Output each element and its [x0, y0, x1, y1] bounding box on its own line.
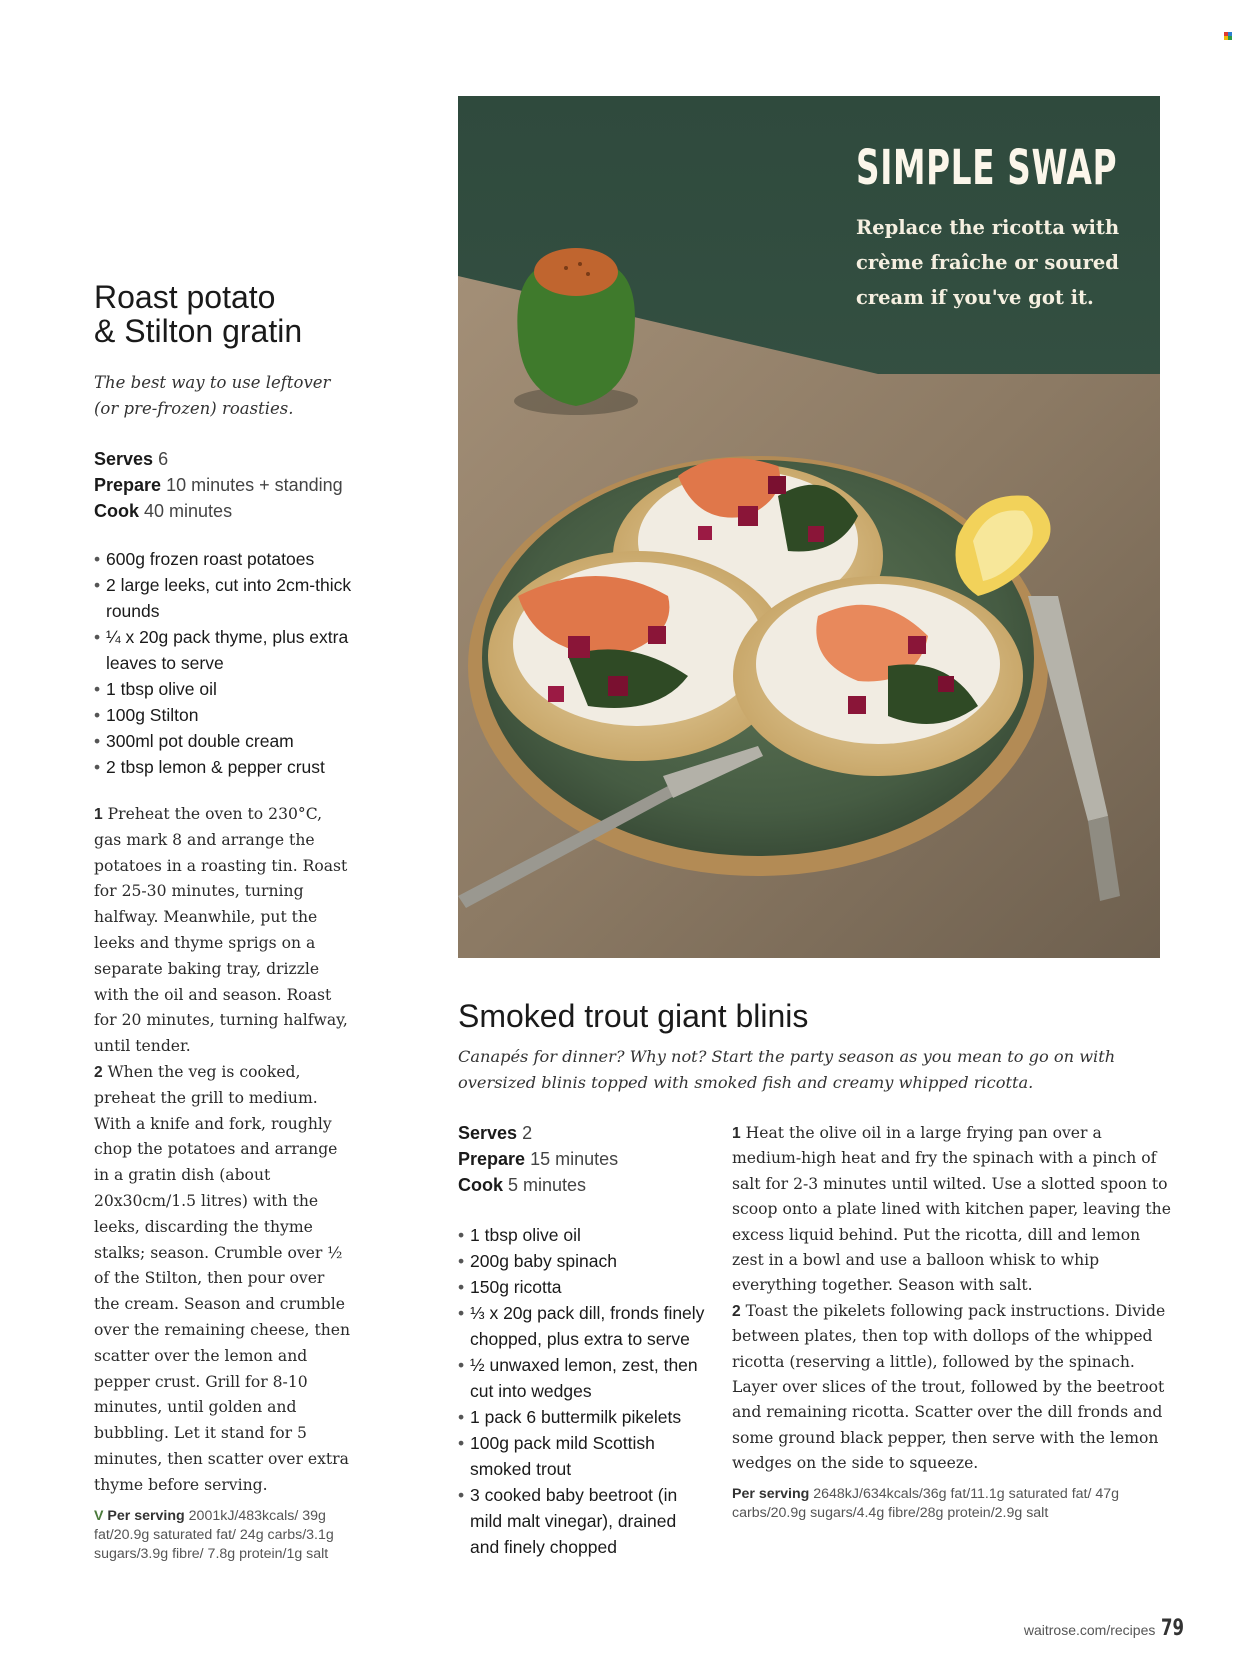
cook-label: Cook	[94, 501, 139, 521]
ingredient-item: • 300ml pot double cream	[94, 728, 354, 754]
serves-label: Serves	[458, 1123, 518, 1143]
step-number: 2	[732, 1302, 741, 1320]
page-footer	[1024, 1616, 1192, 1641]
ingredient-item: • 1 tbsp olive oil	[458, 1222, 708, 1248]
blinis-details	[458, 1120, 708, 1560]
page-number: 79	[1161, 1616, 1185, 1641]
footer-url[interactable]: waitrose.com/recipes	[1023, 1622, 1156, 1638]
nutrition-values: 2648kJ/634kcals/36g fat/11.1g saturated fat/ 47g carbs/20.9g sugars/4.4g fibre/28g protein/2.9g salt	[732, 1485, 1120, 1521]
gratin-title	[94, 280, 354, 348]
simple-swap-text: Replace the ricotta with crème fraîche or soured cream if you've got it.	[856, 216, 1120, 309]
serves-value: 6	[158, 449, 169, 469]
ingredient-item: • 100g Stilton	[94, 702, 354, 728]
ingredient-item: • 600g frozen roast potatoes	[94, 546, 354, 572]
ingredient-item: • 100g pack mild Scottish smoked trout	[458, 1430, 708, 1482]
ingredient-item: • 1 pack 6 buttermilk pikelets	[458, 1404, 708, 1430]
ingredient-item: • ¼ x 20g pack thyme, plus extra leaves to serve	[94, 624, 354, 676]
prepare-label: Prepare	[458, 1149, 526, 1169]
step-number: 2	[94, 1063, 103, 1081]
prepare-value: 10 minutes + standing	[166, 475, 343, 495]
per-serving-label: Per serving	[732, 1485, 810, 1502]
vegetarian-mark: V	[94, 1507, 104, 1524]
step-text: Toast the pikelets following pack instructions. Divide between plates, then top with dollops of the whipped ricotta (reserving a little), followed by the spinach. Layer over slices of the trout, followed by the beetroot and remaining ricotta. Scatter over the dill fronds and some ground black pepper, then serve with the lemon wedges on the side to squeeze.	[732, 1301, 1166, 1473]
ingredient-item: • ⅓ x 20g pack dill, fronds finely chopped, plus extra to serve	[458, 1300, 708, 1352]
ingredient-item: • 1 tbsp olive oil	[94, 676, 354, 702]
blinis-photo	[458, 96, 1160, 958]
blini-right	[733, 576, 1023, 776]
blinis-nutrition	[732, 1485, 1172, 1523]
ingredient-item: • 3 cooked baby beetroot (in mild malt vinegar), drained and finely chopped	[458, 1482, 708, 1560]
gratin-nutrition	[94, 1507, 354, 1564]
ingredient-item: • ½ unwaxed lemon, zest, then cut into wedges	[458, 1352, 708, 1404]
gratin-recipe	[94, 280, 354, 1564]
blinis-meta	[458, 1120, 708, 1198]
step-text: Preheat the oven to 230°C, gas mark 8 and arrange the potatoes in a roasting tin. Roast for 25-30 minutes, turning halfway. Meanwhile, put the leeks and thyme sprigs on a separate baking tray, drizzle with the oil and season. Roast for 20 minutes, turning halfway, until tender.	[94, 805, 348, 1056]
blinis-ingredients	[458, 1222, 708, 1560]
gratin-intro	[94, 370, 354, 422]
gratin-ingredients	[94, 546, 354, 780]
serves-value: 2	[522, 1123, 533, 1143]
blinis-intro: Canapés for dinner? Why not? Start the party season as you mean to go on with oversized blinis topped with smoked fish and creamy whipped ricotta.	[458, 1047, 1116, 1092]
blinis-title: Smoked trout giant blinis	[458, 998, 809, 1034]
simple-swap-heading: SIMPLE SWAP	[856, 140, 1118, 196]
step-text: When the veg is cooked, preheat the grill to medium. With a knife and fork, roughly chop the potatoes and arrange in a gratin dish (about 20x30cm/1.5 litres) with the leeks, discarding the thyme stalks; season. Crumble over ½ of the Stilton, then pour over the cream. Season and crumble over the remaining cheese, then scatter over the lemon and pepper crust. Grill for 8-10 minutes, until golden and bubbling. Let it stand for 5 minutes, then scatter over extra thyme before serving.	[94, 1062, 351, 1494]
ingredient-item: • 2 tbsp lemon & pepper crust	[94, 754, 354, 780]
simple-swap-box	[856, 140, 1156, 315]
cook-label: Cook	[458, 1175, 503, 1195]
ingredient-item: • 150g ricotta	[458, 1274, 708, 1300]
prepare-value: 15 minutes	[530, 1149, 619, 1169]
cook-value: 40 minutes	[144, 501, 233, 521]
corner-color-mark	[1224, 32, 1232, 40]
step-text: Heat the olive oil in a large frying pan over a medium-high heat and fry the spinach with a pinch of salt for 2-3 minutes until wilted. Use a slotted spoon to scoop onto a plate lined with kitchen paper, leaving the excess liquid behind. Put the ricotta, dill and lemon zest in a bowl and use a balloon whisk to whip everything together. Season with salt.	[732, 1124, 1171, 1295]
gratin-method	[94, 802, 354, 1499]
gratin-intro-line1: The best way to use leftover	[94, 373, 331, 392]
gratin-intro-line2: (or pre-frozen) roasties.	[94, 399, 294, 418]
cook-value: 5 minutes	[508, 1175, 587, 1195]
gratin-meta	[94, 446, 354, 524]
serves-label: Serves	[94, 449, 154, 469]
per-serving-label: Per serving	[107, 1507, 185, 1524]
prepare-label: Prepare	[94, 475, 162, 495]
blinis-method	[732, 1121, 1172, 1477]
gratin-title-line2: & Stilton gratin	[94, 313, 303, 349]
step-number: 1	[732, 1125, 741, 1142]
ingredient-item: • 200g baby spinach	[458, 1248, 708, 1274]
ingredient-item: • 2 large leeks, cut into 2cm-thick rounds	[94, 572, 354, 624]
step-number: 1	[94, 806, 103, 823]
nutrition-values: 2001kJ/483kcals/ 39g fat/20.9g saturated fat/ 24g carbs/3.1g sugars/3.9g fibre/ 7.8g protein/1g salt	[94, 1507, 334, 1562]
blinis-method-column	[732, 1121, 1172, 1523]
gratin-title-line1: Roast potato	[94, 279, 276, 315]
